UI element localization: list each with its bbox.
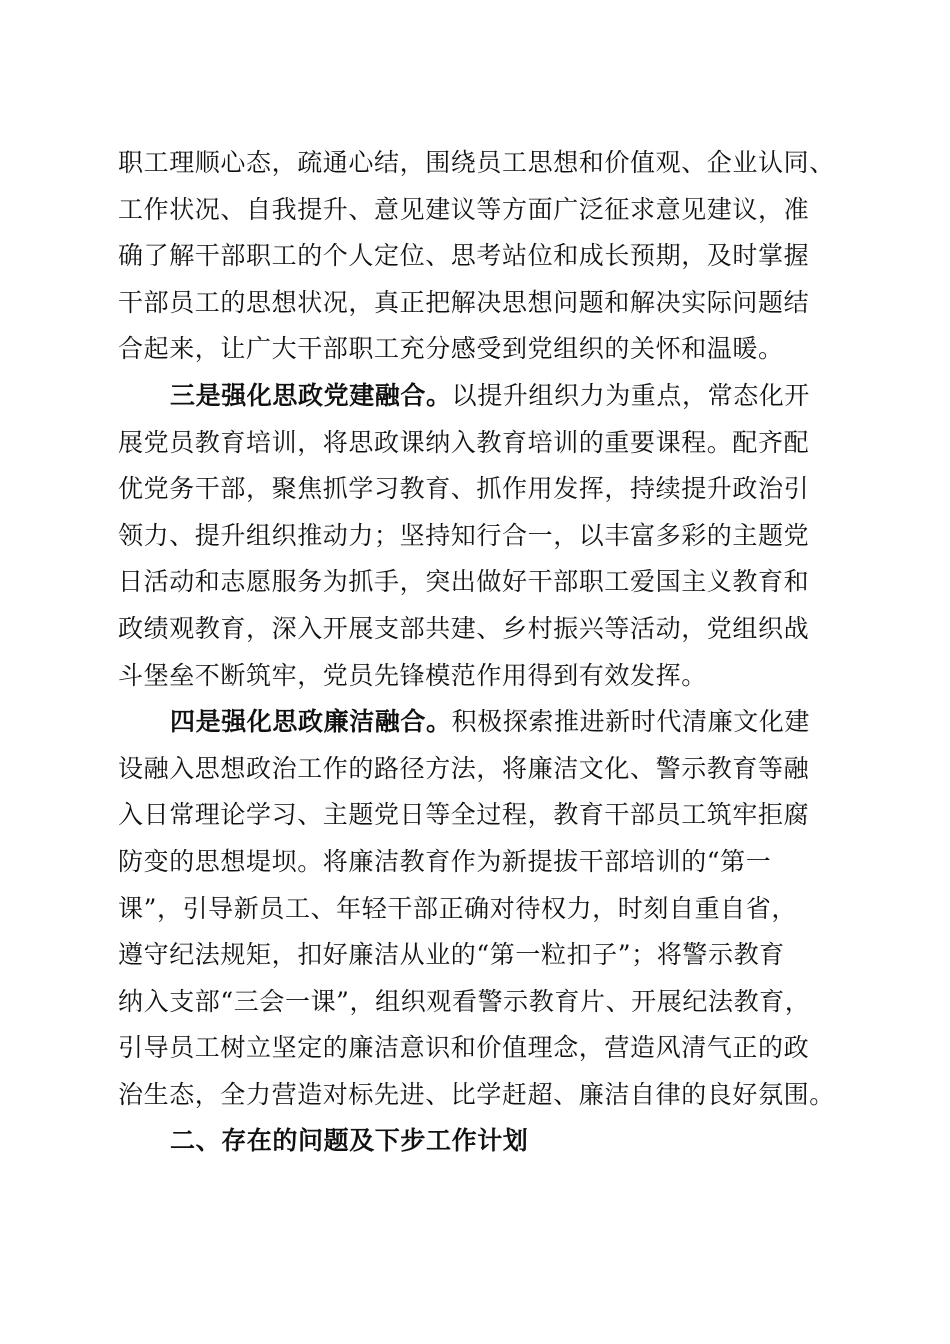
- paragraph-line: 职工理顺心态，疏通心结，围绕员工思想和价值观、企业认同、: [118, 148, 835, 177]
- paragraph-line: 工作状况、自我提升、意见建议等方面广泛征求意见建议，准: [118, 194, 810, 224]
- paragraph-lead-heading: 三是强化思政党建融合。: [170, 380, 452, 410]
- paragraph-line: 课”，引导新员工、年轻干部正确对待权力，时刻自重自省，: [118, 893, 797, 923]
- paragraph-line: 引导员工树立坚定的廉洁意识和价值理念，营造风清气正的政: [118, 1033, 810, 1063]
- section-heading: 二、存在的问题及下步工作计划: [170, 1126, 529, 1156]
- paragraph-line: 优党务干部，聚焦抓学习教育、抓作用发挥，持续提升政治引: [118, 474, 810, 504]
- paragraph-line: 纳入支部“三会一课”，组织观看警示教育片、开展纪法教育，: [118, 986, 811, 1016]
- paragraph-first-line: [118, 373, 840, 420]
- paragraph-lead-heading: 四是强化思政廉洁融合。: [170, 707, 452, 737]
- paragraph-line: 遵守纪法规矩，扣好廉洁从业的“第一粒扣子”；将警示教育: [118, 940, 785, 970]
- paragraph-line: 领力、提升组织推动力；坚持知行合一，以丰富多彩的主题党: [118, 520, 810, 550]
- paragraph-line: 展党员教育培训，将思政课纳入教育培训的重要课程。配齐配: [118, 427, 810, 457]
- paragraph-line: 政绩观教育，深入开展支部共建、乡村振兴等活动，党组织战: [118, 613, 810, 643]
- paragraph-line: 干部员工的思想状况，真正把解决思想问题和解决实际问题结: [118, 287, 810, 317]
- paragraph-line: 确了解干部职工的个人定位、思考站位和成长预期，及时掌握: [118, 241, 810, 271]
- document-body: [118, 140, 840, 1165]
- paragraph-line: 斗堡垒不断筑牢，党员先锋模范作用得到有效发挥。: [118, 660, 707, 690]
- paragraph-line: 日活动和志愿服务为抓手，突出做好干部职工爱国主义教育和: [118, 567, 810, 597]
- paragraph-lead-text: 以提升组织力为重点，常态化开: [451, 380, 811, 410]
- paragraph-line: 入日常理论学习、主题党日等全过程，教育干部员工筑牢拒腐: [118, 800, 810, 830]
- paragraph-line: 设融入思想政治工作的路径方法，将廉洁文化、警示教育等融: [118, 753, 810, 783]
- paragraph-first-line: [118, 699, 840, 746]
- paragraph-line: 合起来，让广大干部职工充分感受到党组织的关怀和温暖。: [118, 334, 784, 364]
- paragraph-lead-text: 积极探索推进新时代清廉文化建: [451, 707, 811, 737]
- paragraph-line: 治生态，全力营造对标先进、比学赶超、廉洁自律的良好氛围。: [118, 1079, 835, 1109]
- paragraph-line: 防变的思想堤坝。将廉洁教育作为新提拔干部培训的“第一: [118, 846, 772, 876]
